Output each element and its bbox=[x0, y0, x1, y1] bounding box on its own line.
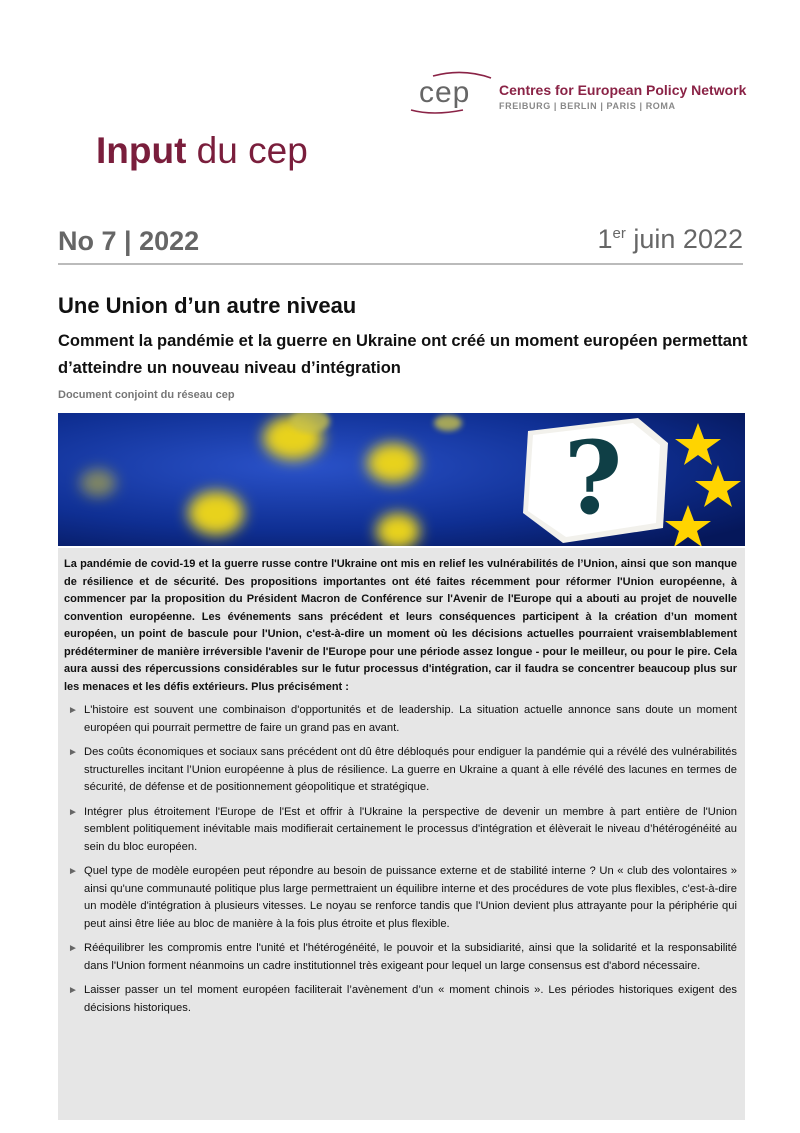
document-subtitle: Comment la pandémie et la guerre en Ukraine ont créé un moment européen permettant d’atteindre un nouveau niveau d’intégration bbox=[58, 332, 748, 377]
list-item-text: Quel type de modèle européen peut répondre au besoin de puissance externe et de stabilité interne ? Un « club des volontaires » ainsi qu'une communauté politique plus large permettraient un équilibre interne et des procédures de vote plus flexibles, c'est-à-dire un modèle d'intégration à plusieurs vitesses. Le noyau se renforce tandis que l'Union devient plus attrayante pour la périphérie qui peut ainsi être liée au bloc de manière à la fois plus étroite et plus flexible. bbox=[84, 865, 737, 930]
header-divider bbox=[58, 263, 743, 265]
logo-mark: cep bbox=[419, 76, 471, 109]
bullet-arrow-icon: ► bbox=[68, 866, 78, 877]
list-item bbox=[64, 863, 737, 933]
bullet-arrow-icon: ► bbox=[68, 985, 78, 996]
key-points-list bbox=[64, 702, 737, 1017]
list-item-text: Laisser passer un tel moment européen faciliterait l’avènement d’un « moment chinois ». Les périodes historiques exigent des décisions historiques. bbox=[84, 984, 737, 1014]
series-title bbox=[96, 130, 308, 172]
list-item bbox=[64, 804, 737, 857]
date-day: 1 bbox=[597, 224, 613, 254]
abstract-box bbox=[58, 548, 745, 1120]
org-name: Centres for European Policy Network bbox=[499, 82, 747, 98]
list-item-text: Des coûts économiques et sociaux sans précédent ont dû être débloqués pour endiguer la pandémie qui a révélé des vulnérabilités structurelles incitant l’Union européenne à plus de résilience. La guerre en Ukraine a quant à elle révélé des lacunes en termes de sécurité, de défense et de positionnement géopolitique et stratégique. bbox=[84, 746, 737, 793]
bullet-arrow-icon: ► bbox=[68, 943, 78, 954]
issue-number: No 7 | 2022 bbox=[58, 226, 200, 256]
list-item-text: Rééquilibrer les compromis entre l'unité et l'hétérogénéité, le pouvoir et la subsidiarité, ainsi que la solidarité et la responsabilité dans l'Union forment néanmoins un cadre institutionnel très exigeant pour lequel un large consensus est d'abord nécessaire. bbox=[84, 942, 737, 972]
cep-logo bbox=[403, 70, 763, 120]
list-item-text: Intégrer plus étroitement l'Europe de l'Est et offrir à l'Ukraine la perspective de devenir un membre à part entière de l'Union semblent politiquement inévitable mais modifierait certainement le processus d'intégration et élèverait le niveau d’hétérogénéité au sein du bloc européen. bbox=[84, 805, 737, 853]
bullet-arrow-icon: ► bbox=[68, 747, 78, 758]
svg-text:?: ? bbox=[563, 419, 623, 537]
document-title: Une Union d’un autre niveau bbox=[58, 293, 357, 318]
publication-date bbox=[598, 224, 743, 255]
date-rest: juin 2022 bbox=[625, 224, 743, 254]
series-title-rest: du cep bbox=[186, 130, 308, 171]
joint-document-note: Document conjoint du réseau cep bbox=[58, 389, 235, 401]
bullet-arrow-icon: ► bbox=[68, 705, 78, 716]
eu-flag-question-icon bbox=[58, 413, 745, 546]
banner-image bbox=[58, 413, 745, 546]
list-item bbox=[64, 982, 737, 1017]
list-item bbox=[64, 744, 737, 797]
date-superscript: er bbox=[612, 225, 626, 242]
series-title-bold: Input bbox=[96, 130, 187, 171]
bullet-arrow-icon: ► bbox=[68, 806, 78, 818]
list-item bbox=[64, 702, 737, 737]
org-cities: FREIBURG | BERLIN | PARIS | ROMA bbox=[499, 101, 676, 111]
list-item-text: L'histoire est souvent une combinaison d'opportunités et de leadership. La situation actuelle annonce sans doute un moment européen qui pourrait permettre de faire un grand pas en avant. bbox=[84, 704, 737, 734]
list-item bbox=[64, 940, 737, 975]
abstract-lead: La pandémie de covid-19 et la guerre russe contre l'Ukraine ont mis en relief les vulnérabilités de l’Union, ainsi que son manque de résilience et de sécurité. Des propositions importantes ont été faites récemment pour réformer l'Union européenne, à commencer par la proposition du Président Macron de Conférence sur l'Avenir de l'Europe qui a abouti au projet de nouvelle convention européenne. Les événements sans précédent et leurs conséquences participent à la création d’un moment européen, un point de bascule pour l'Union, c'est-à-dire un moment où les décisions actuelles pourraient vraisemblablement prédéterminer de manière irréversible l'avenir de l'Europe pour une période assez longue - pour le meilleur, ou pour le pire. Cela aura aussi des répercussions considérables sur le futur processus d'intégration, car il faudra se concentrer beaucoup plus sur les menaces et les défis extérieurs. Plus précisément : bbox=[64, 558, 737, 693]
